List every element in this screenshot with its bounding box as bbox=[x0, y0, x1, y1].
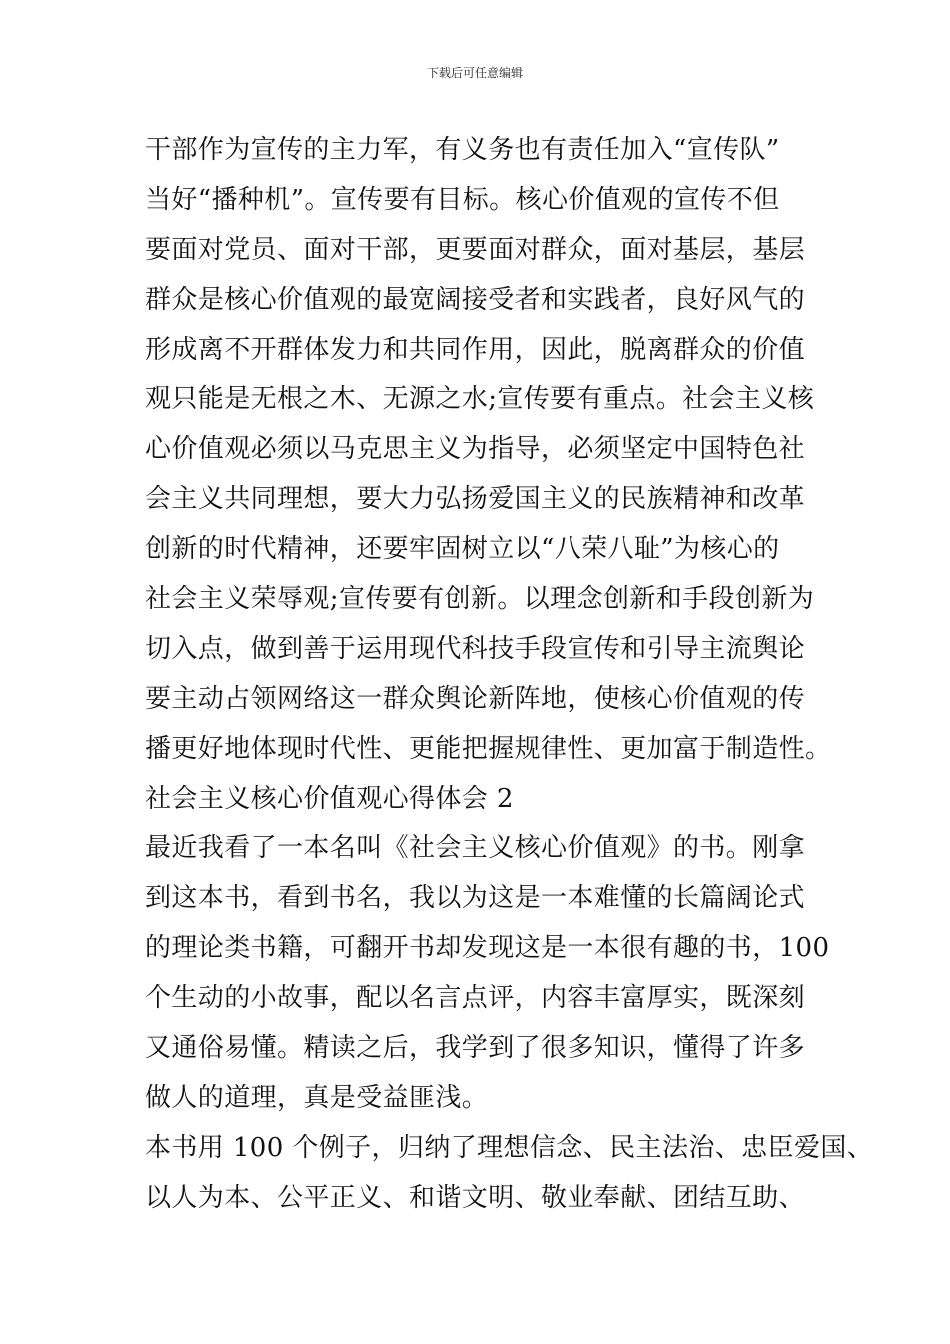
text-line: 个生动的小故事，配以名言点评，内容丰富厚实，既深刻 bbox=[145, 983, 806, 1014]
text-line: 本书用 100 个例子，归纳了理想信念、民主法治、忠臣爱国、 bbox=[145, 1132, 874, 1163]
text-line: 播更好地体现时代性、更能把握规律性、更加富于制造性。 bbox=[145, 733, 832, 764]
text-line: 群众是核心价值观的最宽阔接受者和实践者，良好风气的 bbox=[145, 284, 806, 315]
document-body bbox=[145, 126, 874, 1224]
text-line: 会主义共同理想，要大力弘扬爱国主义的民族精神和改革 bbox=[145, 484, 806, 515]
text-line: 干部作为宣传的主力军，有义务也有责任加入“宣传队” bbox=[145, 135, 780, 165]
text-line: 最近我看了一本名叫《社会主义核心价值观》的书。刚拿 bbox=[145, 833, 806, 864]
section-title: 社会主义核心价值观心得体会 2 bbox=[145, 783, 514, 814]
text-line: 又通俗易懂。精读之后，我学到了很多知识，懂得了许多 bbox=[145, 1033, 806, 1064]
text-line: 社会主义荣辱观;宣传要有创新。以理念创新和手段创新为 bbox=[145, 584, 815, 615]
text-line: 当好“播种机”。宣传要有目标。核心价值观的宣传不但 bbox=[145, 184, 780, 215]
page-header: 下载后可任意编辑 bbox=[426, 66, 523, 80]
text-line: 心价值观必须以马克思主义为指导，必须坚定中国特色社 bbox=[145, 434, 806, 465]
paragraph-2 bbox=[145, 824, 835, 1123]
text-line: 创新的时代精神，还要牢固树立以“八荣八耻”为核心的 bbox=[145, 534, 780, 565]
text-line: 要面对党员、面对干部，更要面对群众，面对基层，基层 bbox=[145, 234, 806, 265]
text-line: 以人为本、公平正义、和谐文明、敬业奉献、团结互助、 bbox=[145, 1182, 806, 1213]
text-line: 做人的道理，真是受益匪浅。 bbox=[145, 1082, 489, 1113]
text-line: 的理论类书籍，可翻开书却发现这是一本很有趣的书，100 bbox=[145, 933, 830, 964]
text-line: 切入点，做到善于运用现代科技手段宣传和引导主流舆论 bbox=[145, 633, 806, 664]
text-line: 观只能是无根之木、无源之水;宣传要有重点。社会主义核 bbox=[145, 384, 815, 415]
paragraph-1 bbox=[145, 126, 835, 775]
text-line: 形成离不开群体发力和共同作用，因此，脱离群众的价值 bbox=[145, 334, 806, 365]
text-line: 到这本书，看到书名，我以为这是一本难懂的长篇阔论式 bbox=[145, 883, 806, 914]
paragraph-3 bbox=[145, 1124, 874, 1224]
text-line: 要主动占领网络这一群众舆论新阵地，使核心价值观的传 bbox=[145, 683, 806, 714]
